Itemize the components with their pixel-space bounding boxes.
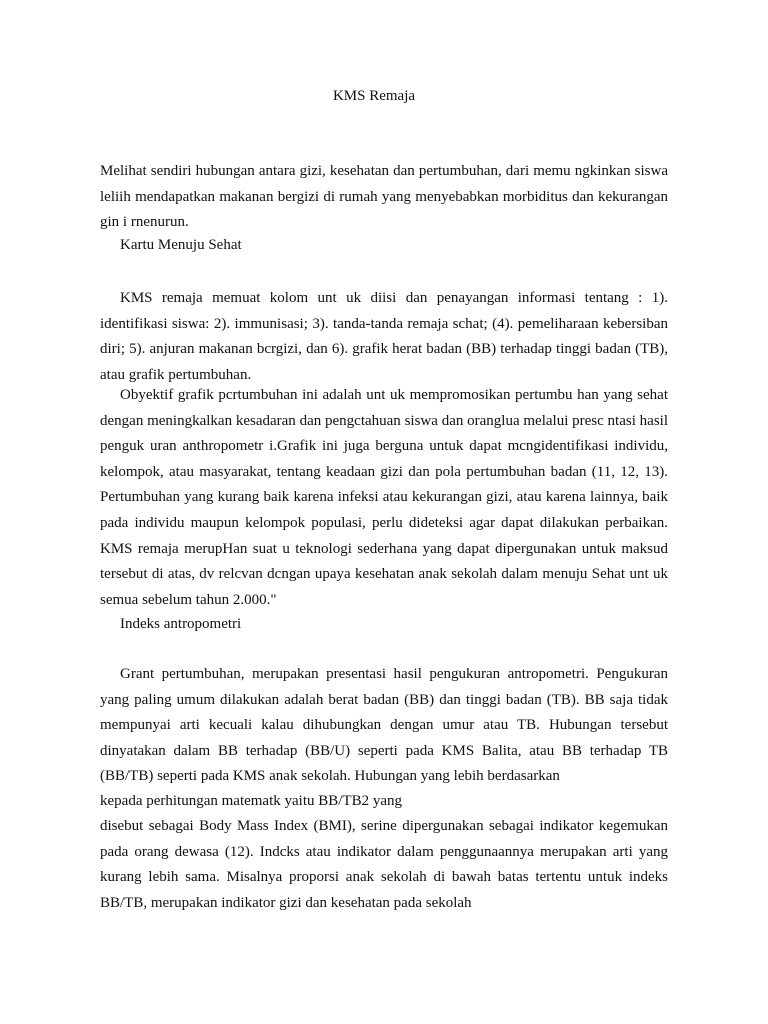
paragraph-kms-remaja-contents: KMS remaja memuat kolom unt uk diisi dan penayangan informasi tentang : 1). identifikasi siswa: 2). immunisasi; 3). tanda-tanda remaja schat; (4). pemeliharaan kebersiban diri; 5). anjuran makanan bcrgizi, dan 6). grafik herat badan (BB) terhadap tinggi badan (TB), atau grafik pertumbuhan. [100, 290, 668, 383]
heading-indeks-antropometri: Indeks antropometri [120, 616, 242, 632]
paragraph-bmi: disebut sebagai Body Mass Index (BMI), serine dipergunakan sebagai indikator kegemukan pada orang dewasa (12). Indcks atau indikator dalam penggunaannya merupakan arti yang kurang lebih sama. Misalnya proporsi anak sekolah di bawah batas tertentu untuk indeks BB/TB, merupakan indikator gizi dan kesehatan pada sekolah [100, 818, 668, 911]
paragraph-objective-growth-chart: Obyektif grafik pcrtumbuhan ini adalah unt uk mempromosikan pertumbu han yang sehat dengan meningkalkan kesadaran dan pengctahuan siswa dan oranglua melalui presc ntasi hasil penguk uran anthropometr i.Grafik ini juga berguna untuk dapat mcngidentifikasi individu, kelompok, atau masyarakat, tentang keadaan gizi dan pola pertumbuhan badan (11, 12, 13). Pertumbuhan yang kurang baik karena infeksi atau kekurangan gizi, atau karena lainnya, baik pada individu maupun kelompok populasi, perlu dideteksi agar dapat dilakukan perbaikan. KMS remaja merupHan suat u teknologi sederhana yang dapat dipergunakan untuk maksud tersebut di atas, dv relcvan dcngan upaya kesehatan anak sekolah dalam menuju Sehat unt uk semua sebelum tahun 2.000." [100, 387, 668, 608]
heading-kartu-menuju-sehat: Kartu Menuju Sehat [120, 237, 242, 253]
paragraph-formula-line: kepada perhitungan matematk yaitu BB/TB2 yang [100, 793, 403, 809]
paragraph-growth-measurement: Grant pertumbuhan, merupakan presentasi hasil pengukuran antropometri. Pengukuran yang paling umum dilakukan adalah berat badan (BB) dan tinggi badan (TB). BB saja tidak mempunyai arti kecuali kalau dihubungkan dengan umur atau TB. Hubungan tersebut dinyatakan dalam BB terhadap (BB/U) seperti pada KMS Balita, atau BB terhadap TB (BB/TB) seperti pada KMS anak sekolah. Hubungan yang lebih berdasarkan [100, 666, 668, 785]
document-title: KMS Remaja [332, 88, 416, 104]
intro-paragraph: Melihat sendiri hubungan antara gizi, kesehatan dan pertumbuhan, dari memu ngkinkan siswa leliih mendapatkan makanan bergizi di rumah yang menyebabkan morbiditus dan kekurangan gin i rnenurun. [100, 163, 668, 231]
